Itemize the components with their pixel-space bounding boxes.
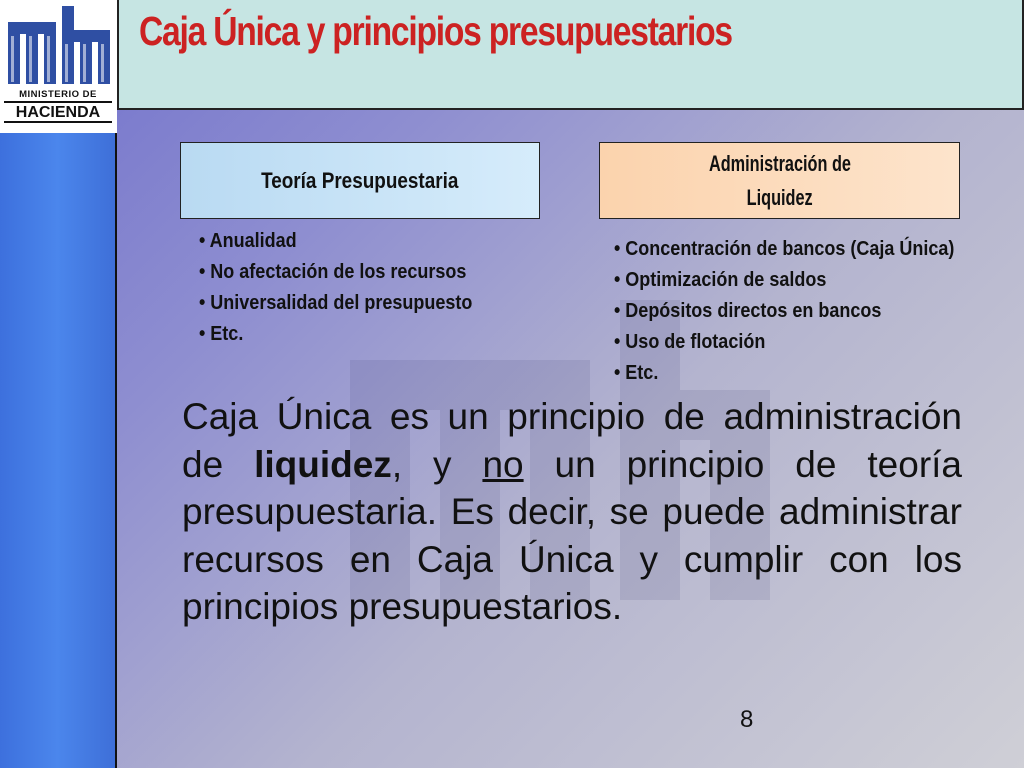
paragraph-text-1: Caja Única es un principio de administración de <box>182 396 962 485</box>
list-item: • Etc. <box>199 323 472 354</box>
svg-text:HACIENDA: HACIENDA <box>15 104 101 121</box>
main-paragraph <box>182 393 962 631</box>
admin-bullet-list <box>614 238 992 393</box>
list-item: • No afectación de los recursos <box>199 261 472 292</box>
teoria-box-label: Teoría Presupuestaria <box>261 167 459 193</box>
left-accent-bar <box>0 133 117 768</box>
slide-title: Caja Única y principios presupuestarios <box>139 8 732 54</box>
list-item: • Concentración de bancos (Caja Única) <box>614 238 954 269</box>
list-item: • Etc. <box>614 362 954 393</box>
list-item: • Universalidad del presupuesto <box>199 292 472 323</box>
teoria-bullet-list <box>199 230 503 354</box>
list-item: • Depósitos directos en bancos <box>614 300 954 331</box>
svg-text:MINISTERIO DE: MINISTERIO DE <box>19 89 97 100</box>
admin-box-label-line2: Liquidez <box>746 184 813 210</box>
teoria-presupuestaria-box <box>180 142 540 219</box>
list-item: • Optimización de saldos <box>614 269 954 300</box>
paragraph-text-3: un principio de teoría presupuestaria. Es decir, se puede administrar recursos en Caja Única y cumplir con los principios presupuestarios. <box>182 443 962 627</box>
list-item: • Anualidad <box>199 230 472 261</box>
administracion-liquidez-box <box>599 142 960 219</box>
list-item: • Uso de flotación <box>614 331 954 362</box>
paragraph-bold-liquidez: liquidez <box>254 443 392 485</box>
page-number: 8 <box>740 706 754 733</box>
ministerio-hacienda-logo <box>0 0 117 133</box>
paragraph-text-2: , y <box>391 443 483 485</box>
title-bar <box>117 0 1024 110</box>
paragraph-underline-no: no <box>482 443 524 485</box>
admin-box-label-line1: Administración de <box>708 150 851 176</box>
